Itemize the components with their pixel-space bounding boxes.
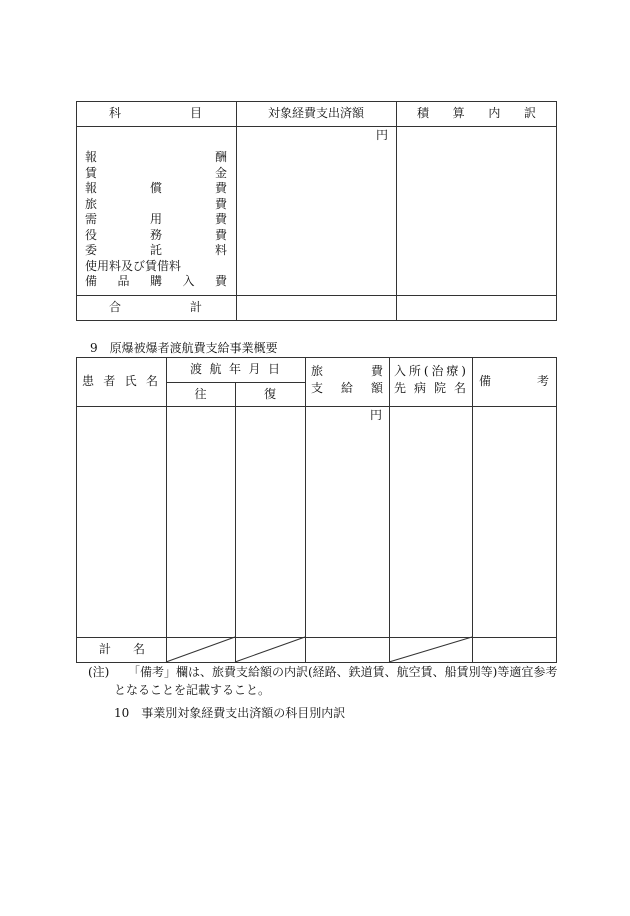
header-travel-date: 渡 航 年 月 日 xyxy=(190,362,280,376)
item-row: 使用料及び賃借料 xyxy=(85,258,182,273)
note-line-1: 「備考」欄は、旅費支給額の内訳(経路、鉄道賃、航空賃、船賃別等)等適宜参考 xyxy=(128,665,558,679)
diagonal-slash xyxy=(166,637,235,662)
header-admission: 入 所 ( 治 療 ) xyxy=(394,364,466,378)
unit-yen: 円 xyxy=(370,408,383,422)
item-row: 賃 金 xyxy=(85,165,227,180)
note-label: (注) xyxy=(88,665,110,679)
diagonal-slash xyxy=(235,637,305,662)
note-line-2: となることを記載すること。 xyxy=(114,683,271,697)
item-row: 報 償 費 xyxy=(85,181,227,195)
item-row: 需 用 費 xyxy=(85,212,227,226)
header-travel-cost: 旅 費 xyxy=(311,364,383,378)
item-row: 委 託 料 xyxy=(85,243,227,257)
unit-yen: 円 xyxy=(376,128,389,142)
diagonal-slash xyxy=(389,637,472,662)
header-return: 復 xyxy=(263,387,276,401)
header-subject: 科 目 xyxy=(109,106,202,120)
section-10-title: 10 事業別対象経費支出済額の科目別内訳 xyxy=(114,706,346,720)
total-label: 合 計 xyxy=(109,300,202,314)
item-row: 役 務 費 xyxy=(85,227,227,242)
header-payment-amount: 支 給 額 xyxy=(311,381,383,395)
header-remarks: 備 考 xyxy=(479,374,549,388)
header-breakdown: 積 算 内 訳 xyxy=(417,106,536,120)
item-row: 報 酬 xyxy=(85,150,227,164)
total-label: 計 名 xyxy=(99,642,145,656)
header-outbound: 往 xyxy=(194,387,207,401)
section-9-title: 9 原爆被爆者渡航費支給事業概要 xyxy=(90,341,278,355)
item-row: 備 品 購 入 費 xyxy=(85,274,227,288)
header-patient-name: 患 者 氏 名 xyxy=(82,374,158,388)
header-hospital-name: 先 病 院 名 xyxy=(394,381,466,395)
header-amount: 対象経費支出済額 xyxy=(267,106,364,120)
item-row: 旅 費 xyxy=(85,196,227,211)
